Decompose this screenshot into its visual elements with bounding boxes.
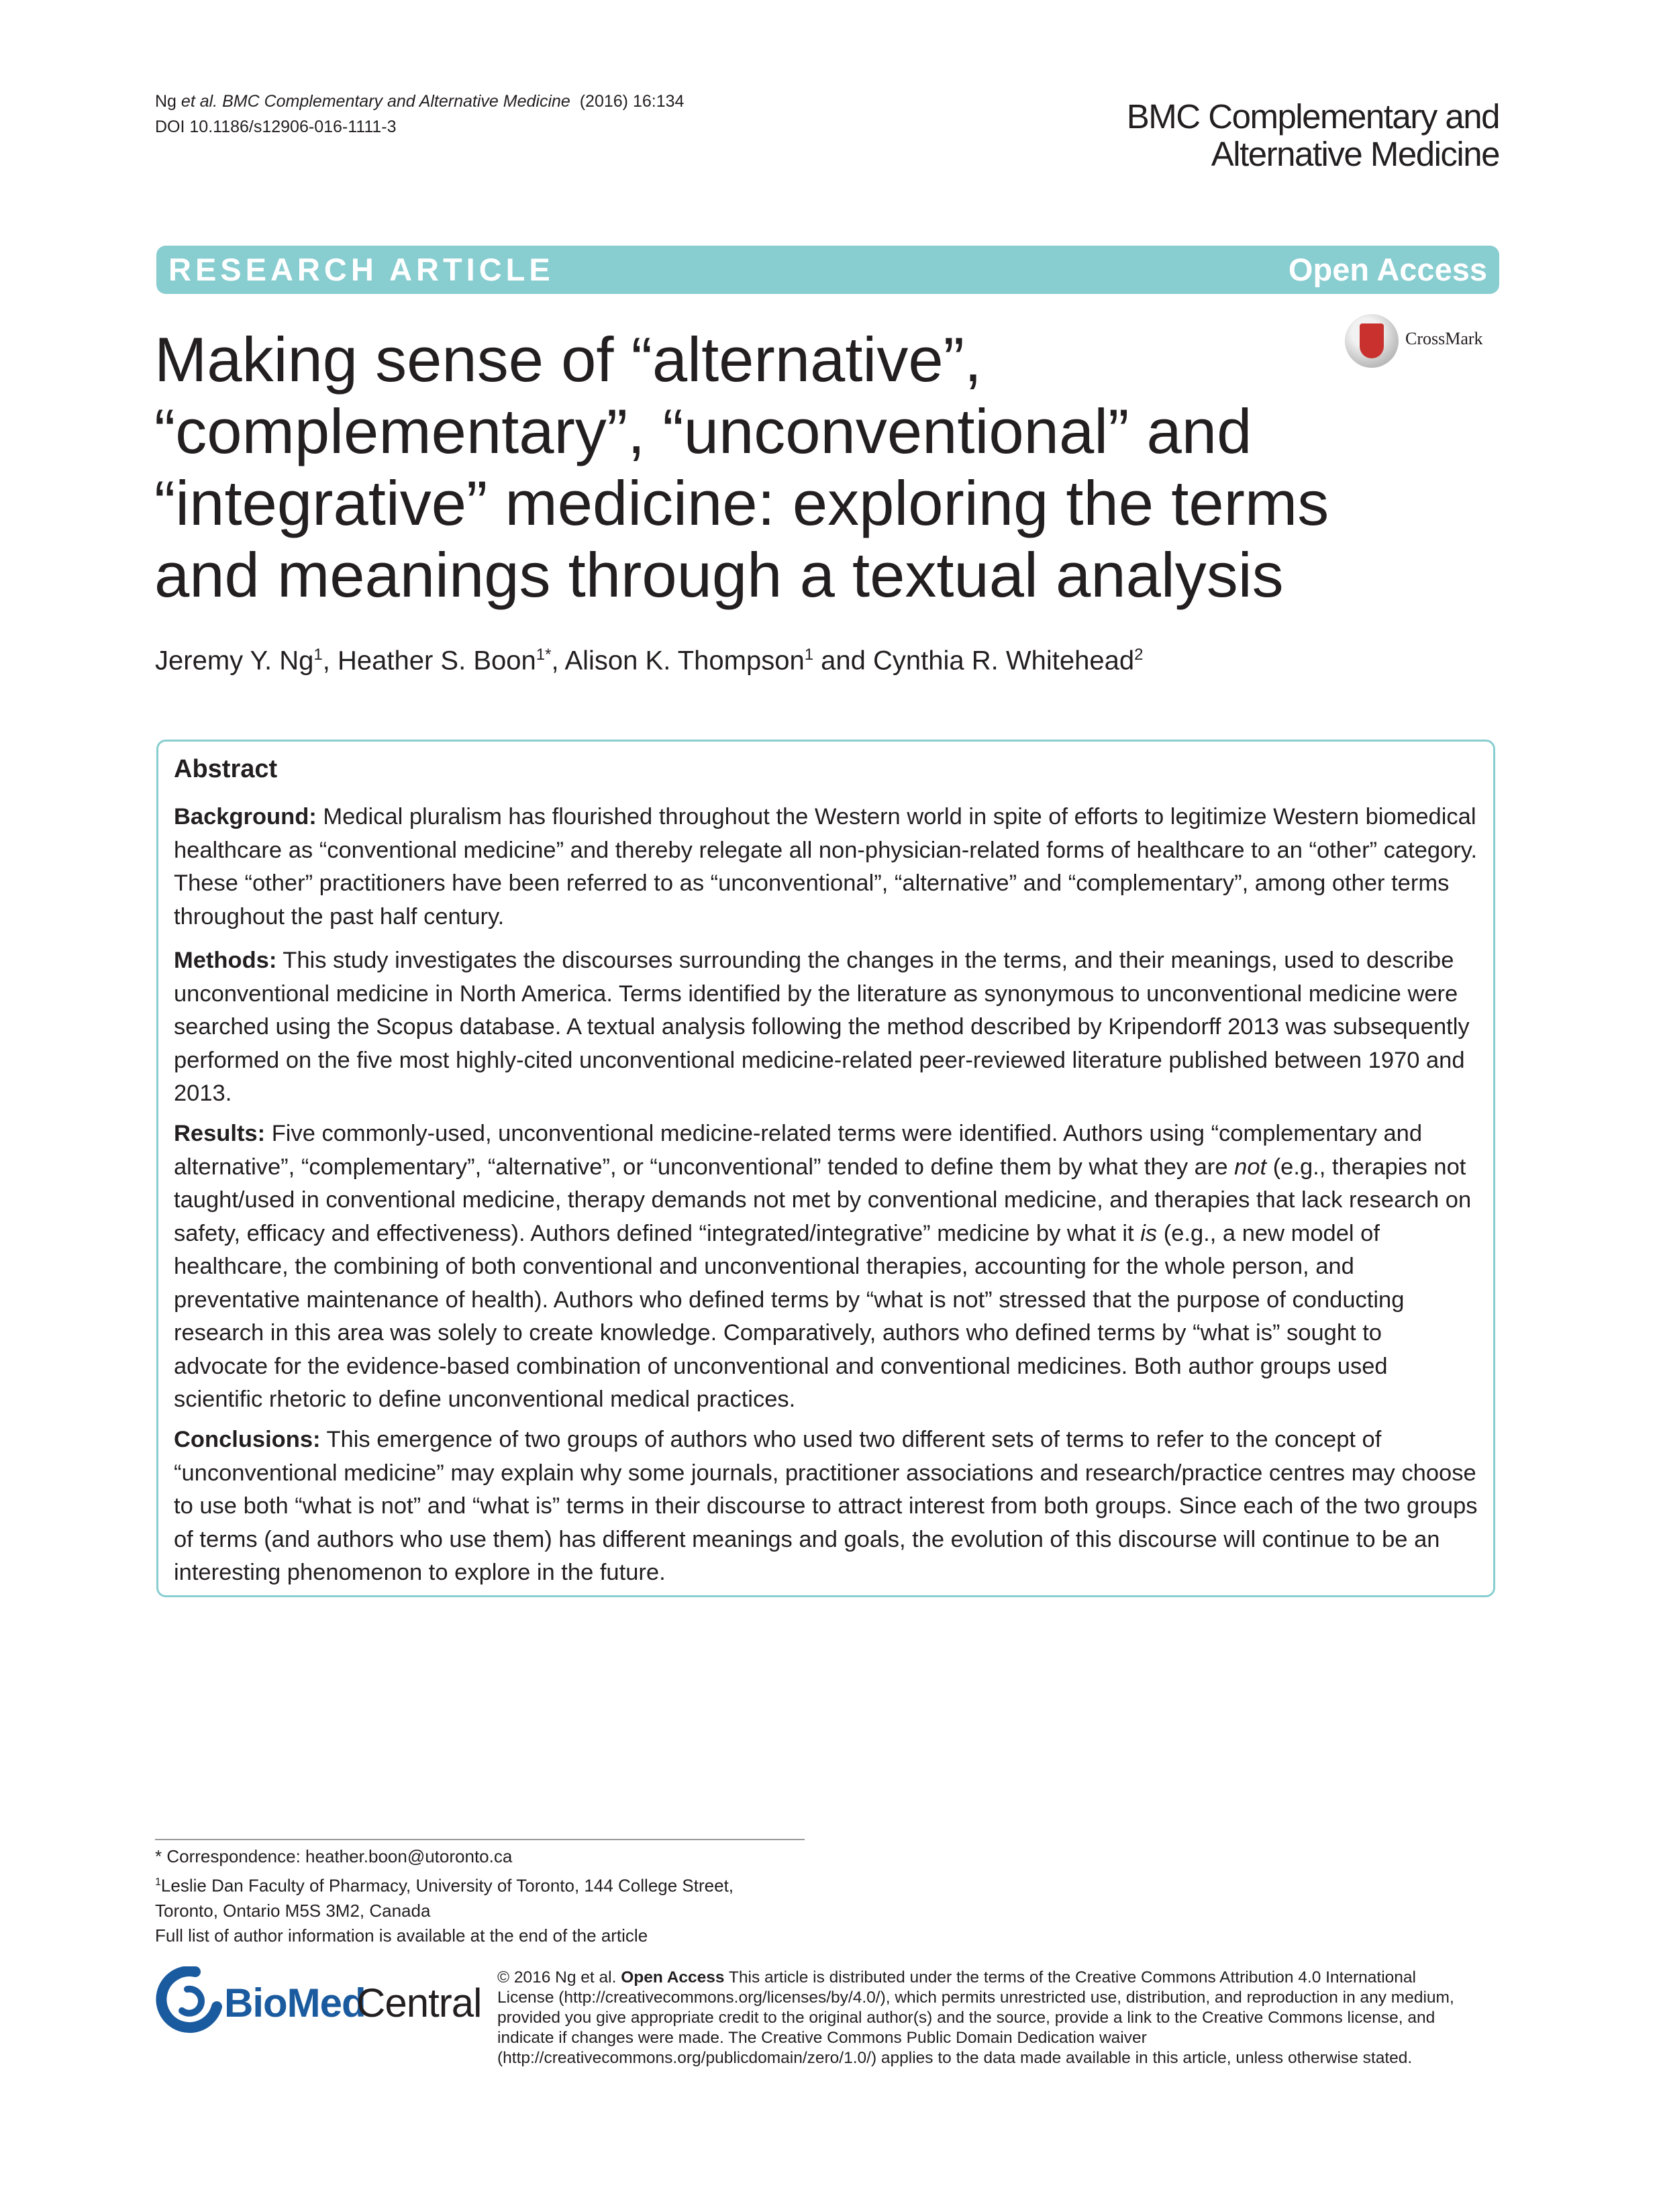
section-label: Conclusions:: [174, 1427, 321, 1452]
copyright: © 2016 Ng et al.: [497, 1968, 621, 1987]
section-text: Five commonly-used, unconventional medicine-related terms were identified. Authors using “complementary and alternative”, “complementary”, “alternative”, or “unconventional” tended to define them by what they are: [174, 1121, 1423, 1180]
abstract-results: [174, 1117, 1479, 1417]
section-text: This emergence of two groups of authors who used two different sets of terms to refer to the concept of “unconventional medicine” may explain why some journals, practitioner associations and research/practice centres may choose to use both “what is not” and “what is” terms in their discourse to attract interest from both groups. Since each of the two groups of terms (and authors who use them) has different meanings and goals, the evolution of this discourse will continue to be an interesting phenomenon to explore in the future.: [174, 1427, 1478, 1585]
footnotes: [155, 1844, 734, 1949]
citation-year-volume: (2016) 16:134: [579, 92, 685, 111]
abstract-methods: [174, 944, 1479, 1111]
section-text: Medical pluralism has flourished throughout the Western world in spite of efforts to legitimize Western biomedical healthcare as “conventional medicine” and thereby relegate all non-physician-related forms of healthcare to an “other” category. These “other” practitioners have been referred to as “unconventional”, “alternative” and “complementary”, among other terms throughout the past half century.: [174, 804, 1478, 929]
open-access-label: Open Access: [621, 1968, 725, 1987]
title-line: and meanings through a textual analysis: [154, 540, 1284, 610]
logo-text-central: Central: [356, 1980, 482, 2025]
section-text: (e.g., therapies not taught/used in conventional medicine, therapy demands not met by conventional medicine, and therapies that lack research on safety, efficacy and effectiveness). Authors defined “integrated/integrative” medicine by what it: [174, 1154, 1472, 1246]
author-info-note: Full list of author information is available at the end of the article: [155, 1925, 648, 1946]
section-label: Results:: [174, 1121, 266, 1146]
emphasis: not: [1234, 1154, 1267, 1180]
biomed-central-logo: [155, 1966, 482, 2033]
section-label: Background:: [174, 804, 317, 830]
doi[interactable]: DOI 10.1186/s12906-016-1111-3: [155, 117, 397, 136]
author-name[interactable]: Heather S. Boon: [338, 646, 536, 676]
correspondence[interactable]: * Correspondence: heather.boon@utoronto.ca: [155, 1846, 513, 1866]
section-text: (e.g., a new model of healthcare, the combining of both conventional and unconventional therapies, accounting for the whole person, and preventative maintenance of health). Authors who defined terms by “what is not” stressed that the purpose of conducting research in this area was solely to create knowledge. Comparatively, authors who defined terms by “what is” sought to advocate for the evidence-based combination of unconventional and conventional medicines. Both author groups used scientific rhetoric to define unconventional medical practices.: [174, 1220, 1405, 1412]
crossmark-label: CrossMark: [1405, 329, 1483, 348]
abstract-heading: Abstract: [174, 755, 278, 783]
affiliation: [155, 1870, 734, 1899]
emphasis: is: [1140, 1220, 1158, 1246]
author-name[interactable]: Alison K. Thompson: [564, 646, 805, 676]
biomed-swirl-icon: [155, 1966, 222, 2033]
article-title: [154, 323, 1362, 611]
title-line: “complementary”, “unconventional” and: [154, 396, 1252, 466]
author-list: [155, 638, 1143, 678]
article-type-bar: [156, 246, 1499, 294]
author-name[interactable]: Cynthia R. Whitehead: [873, 646, 1135, 676]
footnote-divider: [155, 1839, 805, 1840]
citation-line: [155, 89, 684, 114]
affiliation-line: Toronto, Ontario M5S 3M2, Canada: [155, 1900, 431, 1921]
author-separator: and: [813, 646, 874, 676]
citation-etal: et al.: [181, 92, 218, 111]
journal-logo: [1127, 98, 1499, 173]
article-type-label: RESEARCH ARTICLE: [168, 252, 554, 287]
affiliation-mark: 1: [155, 1876, 161, 1888]
author-separator: ,: [551, 646, 565, 676]
citation-header: [155, 89, 684, 140]
section-text: This study investigates the discourses surrounding the changes in the terms, and their meanings, used to describe unconventional medicine in North America. Terms identified by the literature as synonymous to unconventional medicine were searched using the Scopus database. A textual analysis following the method described by Kripendorff 2013 was subsequently performed on the five most highly-cited unconventional medicine-related peer-reviewed literature published between 1970 and 2013.: [174, 948, 1470, 1106]
citation-authors: Ng: [155, 92, 176, 111]
license-text: This article is distributed under the terms of the Creative Commons Attribution 4.0 International License (http://creativecommons.org/licenses/by/4.0/), which permits unrestricted use, distribution, and reproduction in any medium, provided you give appropriate credit to the original author(s) and the source, provide a link to the Creative Commons license, and indicate if changes were made. The Creative Commons Public Domain Dedication waiver (http://creativecommons.org/publicdomain/zero/1.0/) applies to the data made available in this article, unless otherwise stated.: [497, 1968, 1454, 2067]
logo-text-biomed: BioMed: [224, 1980, 366, 2025]
open-access-label: Open Access: [1288, 252, 1487, 287]
author-affiliation-mark: 1: [313, 646, 323, 664]
abstract-background: [174, 801, 1479, 934]
license-statement: [497, 1968, 1477, 2068]
author-affiliation-mark: 1: [804, 646, 814, 664]
title-line: “integrative” medicine: exploring the terms: [154, 468, 1329, 538]
journal-logo-line1: BMC Complementary and: [1126, 97, 1499, 136]
citation-journal: BMC Complementary and Alternative Medicine: [222, 92, 570, 111]
journal-logo-line2: Alternative Medicine: [1211, 135, 1499, 173]
author-name[interactable]: Jeremy Y. Ng: [155, 646, 314, 676]
abstract-conclusions: [174, 1423, 1479, 1590]
author-affiliation-mark: 2: [1134, 646, 1144, 664]
affiliation-line: Leslie Dan Faculty of Pharmacy, University of Toronto, 144 College Street,: [160, 1875, 734, 1896]
author-separator: ,: [322, 646, 338, 676]
author-affiliation-mark: 1*: [536, 646, 552, 664]
section-label: Methods:: [174, 948, 277, 973]
title-line: Making sense of “alternative”,: [154, 324, 982, 395]
crossmark-badge[interactable]: [1345, 314, 1486, 369]
